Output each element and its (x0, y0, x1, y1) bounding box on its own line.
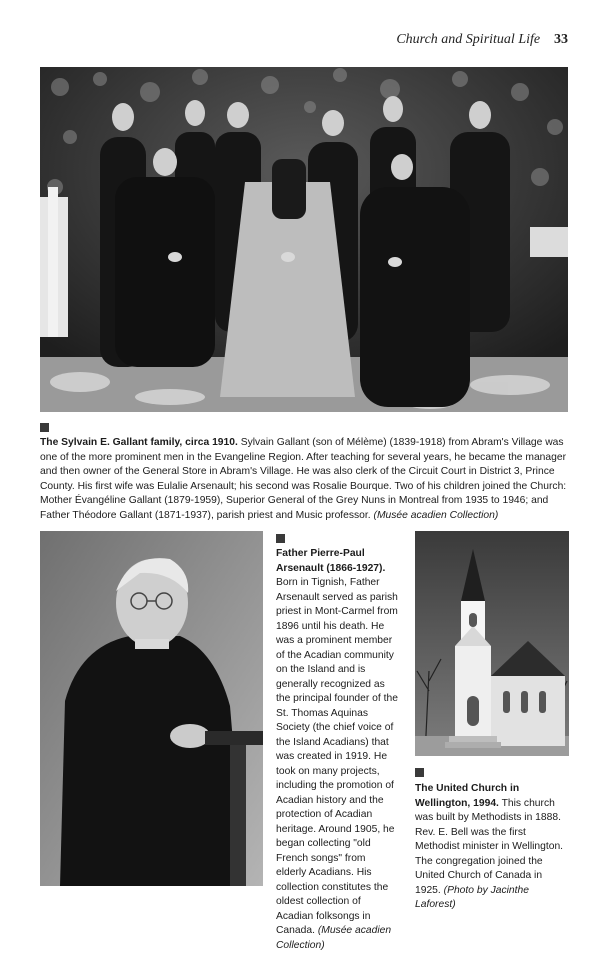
running-header (396, 30, 568, 48)
family-caption (40, 436, 570, 523)
page-number: 33 (554, 32, 568, 47)
caption-marker (40, 423, 49, 432)
priest-caption-credit: (Musée acadien Collection) (276, 925, 392, 951)
family-caption-body: Sylvain Gallant (son of Mélème) (1839-1918) from Abram's Village was one of the more prominent men in the Evangeline Region. After teaching for several years, he became the manager and then owner of the General Store in Abram's Village. He was also clerk of the Circuit Court in District 3, Prince County. His first wife was Eulalie Arsenault; his second was Rosalie Bourque. Two of his children joined the Church: Mother Évangéline Gallant (1879-1959), Superior General of the Grey Nuns in Montreal from 1935 to 1946; and Father Théodore Gallant (1871-1937), parish priest and Music professor. (40, 437, 567, 521)
priest-caption-title: Father Pierre-Paul Arsenault (1866-1927). (276, 548, 386, 574)
church-caption-credit: (Photo by Jacinthe Laforest) (415, 884, 529, 910)
section-title: Church and Spiritual Life (396, 32, 541, 47)
church-caption-title: The United Church in Wellington, 1994. (415, 783, 520, 809)
church-photo (415, 531, 569, 756)
church-caption (415, 782, 570, 913)
priest-portrait-photo (40, 531, 263, 886)
caption-marker (276, 534, 285, 543)
caption-marker (415, 768, 424, 777)
family-caption-title: The Sylvain E. Gallant family, circa 1910. (40, 437, 238, 448)
family-caption-credit: (Musée acadien Collection) (373, 509, 499, 521)
church-caption-body: This church was built by Methodists in 1888. Rev. E. Bell was the first Methodist minister in Wellington. The congregation joined the United Church of Canada in 1925. (415, 797, 564, 896)
family-photo (40, 67, 568, 412)
priest-caption-body: Born in Tignish, Father Arsenault served as parish priest in Mont-Carmel from 1896 until his death. He was a prominent member of the Acadian community on the Island and is generally recognized as the principal founder of the St. Thomas Aquinas Society (the chief voice of the Island Acadians) that was created in 1919. He took on many projects, including the promotion of Acadian history and the protection of Acadian heritage. Around 1905, he began collecting "old French songs" from elderly Acadians. His collection constitutes the oldest collection of Acadian folksongs in Canada. (276, 577, 398, 936)
priest-caption (276, 547, 398, 953)
